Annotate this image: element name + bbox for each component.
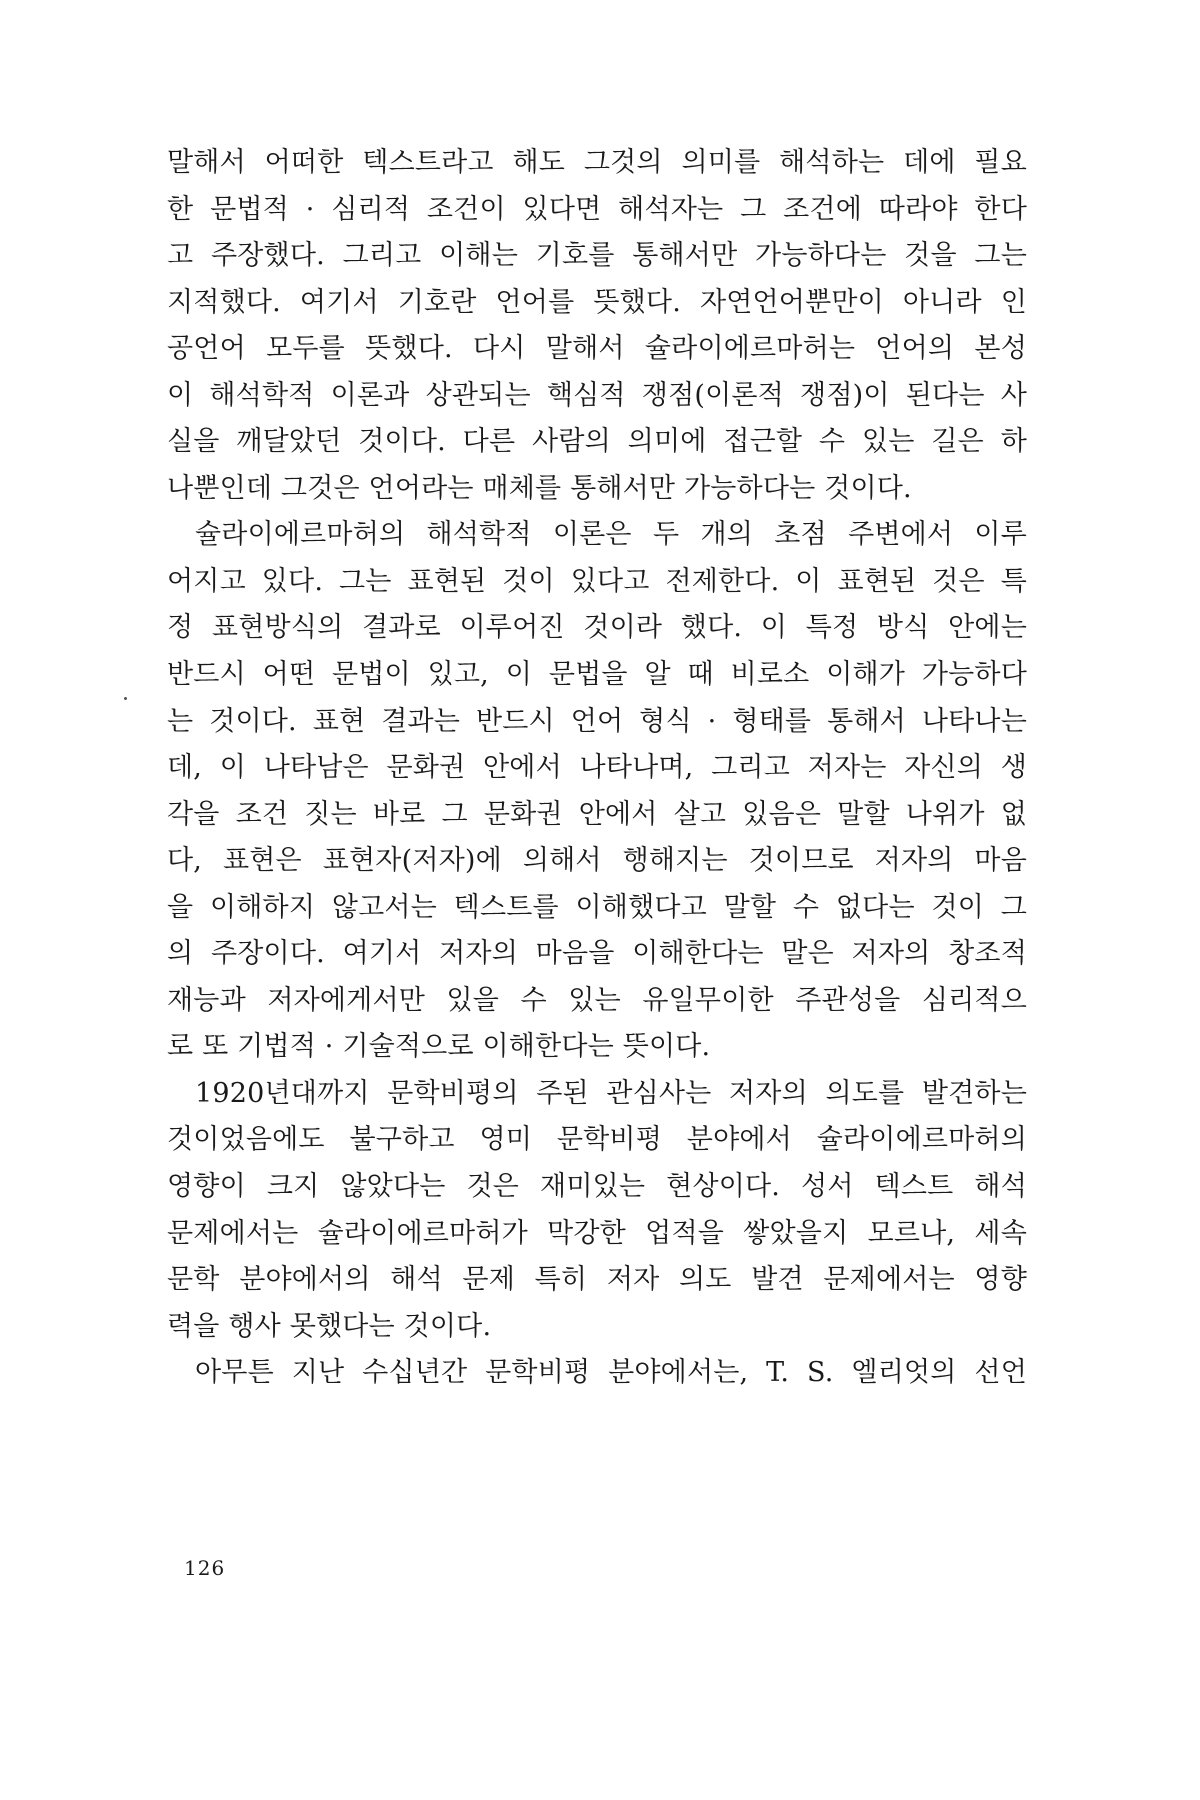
text-line: 다, 표현은 표현자(저자)에 의해서 행해지는 것이므로 저자의 마음	[167, 845, 1027, 877]
text-line: 것이었음에도 불구하고 영미 문학비평 분야에서 슐라이에르마허의	[167, 1124, 1027, 1156]
text-line: 는 것이다. 표현 결과는 반드시 언어 형식 · 형태를 통해서 나타나는	[167, 705, 1027, 737]
text-line: 슐라이에르마허의 해석학적 이론은 두 개의 초점 주변에서 이루	[195, 519, 1027, 551]
text-line: 말해서 어떠한 텍스트라고 해도 그것의 의미를 해석하는 데에 필요	[167, 147, 1027, 178]
text-line: 영향이 크지 않았다는 것은 재미있는 현상이다. 성서 텍스트 해석	[167, 1171, 1027, 1203]
text-line: 나뿐인데 그것은 언어라는 매체를 통해서만 가능하다는 것이다.	[167, 472, 912, 504]
text-line: 한 문법적 · 심리적 조건이 있다면 해석자는 그 조건에 따라야 한다	[167, 193, 1027, 225]
text-line: 데, 이 나타남은 문화권 안에서 나타나며, 그리고 저자는 자신의 생	[167, 752, 1027, 784]
text-line: 반드시 어떤 문법이 있고, 이 문법을 알 때 비로소 이해가 가능하다	[167, 659, 1027, 691]
text-line: 이 해석학적 이론과 상관되는 핵심적 쟁점(이론적 쟁점)이 된다는 사	[167, 379, 1027, 411]
text-line: 아무튼 지난 수십년간 문학비평 분야에서는, T. S. 엘리엇의 선언	[195, 1357, 1027, 1389]
text-line: 을 이해하지 않고서는 텍스트를 이해했다고 말할 수 없다는 것이 그	[167, 891, 1027, 923]
text-line: 1920년대까지 문학비평의 주된 관심사는 저자의 의도를 발견하는	[195, 1077, 1027, 1109]
text-line: 문학 분야에서의 해석 문제 특히 저자 의도 발견 문제에서는 영향	[167, 1264, 1027, 1296]
text-line: 정 표현방식의 결과로 이루어진 것이라 했다. 이 특정 방식 안에는	[167, 612, 1027, 644]
stray-mark	[124, 697, 127, 700]
text-line: 어지고 있다. 그는 표현된 것이 있다고 전제한다. 이 표현된 것은 특	[167, 565, 1027, 597]
text-line: 실을 깨달았던 것이다. 다른 사람의 의미에 접근할 수 있는 길은 하	[167, 426, 1027, 458]
text-line: 의 주장이다. 여기서 저자의 마음을 이해한다는 말은 저자의 창조적	[167, 938, 1027, 970]
page-number: 126	[184, 1556, 226, 1580]
body-text	[167, 140, 1027, 1397]
text-line: 공언어 모두를 뜻했다. 다시 말해서 슐라이에르마허는 언어의 본성	[167, 333, 1027, 365]
text-line: 재능과 저자에게서만 있을 수 있는 유일무이한 주관성을 심리적으	[167, 984, 1027, 1016]
text-line: 고 주장했다. 그리고 이해는 기호를 통해서만 가능하다는 것을 그는	[167, 240, 1027, 272]
text-line: 지적했다. 여기서 기호란 언어를 뜻했다. 자연언어뿐만이 아니라 인	[167, 286, 1027, 318]
text-line: 문제에서는 슐라이에르마허가 막강한 업적을 쌓았을지 모르나, 세속	[167, 1217, 1027, 1249]
text-line: 력을 행사 못했다는 것이다.	[167, 1310, 492, 1342]
text-line: 각을 조건 짓는 바로 그 문화권 안에서 살고 있음은 말할 나위가 없	[167, 798, 1027, 830]
text-line: 로 또 기법적 · 기술적으로 이해한다는 뜻이다.	[167, 1031, 711, 1063]
